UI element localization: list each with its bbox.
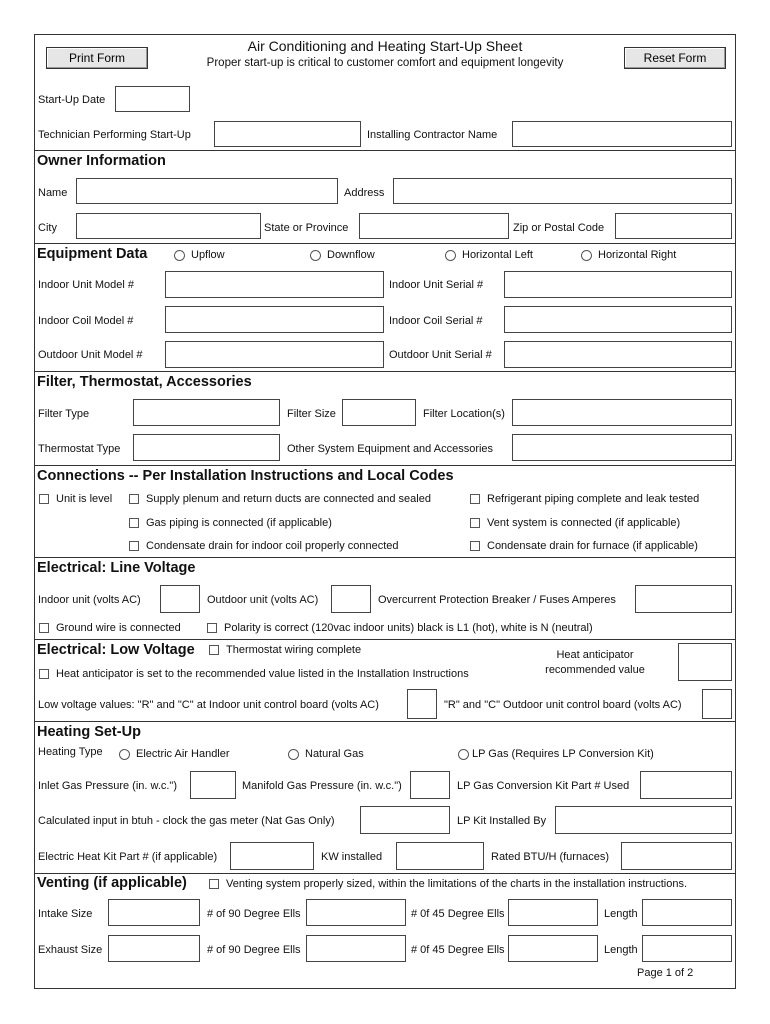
outdoor-serial-field[interactable] [504,341,732,368]
thermostat-type-field[interactable] [133,434,280,461]
thermostat-wiring-checkbox[interactable] [209,645,219,655]
filter-section-title: Filter, Thermostat, Accessories [37,374,252,390]
equipment-section-title: Equipment Data [37,246,148,262]
vent-checkbox[interactable] [470,518,480,528]
filter-size-field[interactable] [342,399,416,426]
low-voltage-section-title: Electrical: Low Voltage [37,642,195,658]
zip-field[interactable] [615,213,732,239]
downflow-radio[interactable] [310,250,321,261]
exhaust-length-field[interactable] [642,935,732,962]
coil-serial-label: Indoor Coil Serial # [389,315,483,327]
supply-checkbox[interactable] [129,494,139,504]
coil-model-field[interactable] [165,306,384,333]
horizontal-left-radio[interactable] [445,250,456,261]
form-subtitle: Proper start-up is critical to customer comfort and equipment longevity [206,57,564,69]
kw-installed-field[interactable] [396,842,484,870]
filter-type-field[interactable] [133,399,280,426]
startup-date-field[interactable] [115,86,190,112]
intake-90-ells-label: # of 90 Degree Ells [207,908,301,920]
unit-level-checkbox[interactable] [39,494,49,504]
manifold-pressure-field[interactable] [410,771,450,799]
outdoor-volts-label: Outdoor unit (volts AC) [207,594,319,606]
condensate-furnace-checkbox[interactable] [470,541,480,551]
thermostat-wiring-label: Thermostat wiring complete [226,644,362,656]
indoor-board-label: Low voltage values: "R" and "C" at Indoor unit control board (volts AC) [38,699,379,711]
filter-size-label: Filter Size [287,408,336,420]
address-label: Address [344,187,385,199]
outdoor-volts-field[interactable] [331,585,371,613]
exhaust-size-field[interactable] [108,935,200,962]
lp-installed-by-field[interactable] [555,806,732,834]
exhaust-size-label: Exhaust Size [38,944,103,956]
polarity-label: Polarity is correct (120vac indoor units) black is L1 (hot), white is N (neutral) [224,622,593,634]
calculated-input-label: Calculated input in btuh - clock the gas meter (Nat Gas Only) [38,815,335,827]
divider [35,557,735,558]
ground-wire-checkbox[interactable] [39,623,49,633]
intake-45-ells-label: # 0f 45 Degree Ells [411,908,505,920]
form-title: Air Conditioning and Heating Start-Up Sheet [247,38,523,54]
downflow-label: Downflow [327,249,375,261]
horizontal-left-label: Horizontal Left [462,249,533,261]
electric-kit-label: Electric Heat Kit Part # (if applicable) [38,851,218,863]
horizontal-right-radio[interactable] [581,250,592,261]
manifold-pressure-label: Manifold Gas Pressure (in. w.c.") [242,780,402,792]
divider [35,721,735,722]
indoor-model-label: Indoor Unit Model # [38,279,134,291]
gas-piping-label: Gas piping is connected (if applicable) [146,517,332,529]
other-equipment-label: Other System Equipment and Accessories [287,443,494,455]
coil-serial-field[interactable] [504,306,732,333]
page-number: Page 1 of 2 [637,967,694,979]
owner-section-title: Owner Information [37,153,166,169]
anticipator-label: Heat anticipator is set to the recommended value listed in the Installation Instructions [56,668,469,680]
divider [35,150,735,151]
city-label: City [38,222,57,234]
inlet-pressure-field[interactable] [190,771,236,799]
state-label: State or Province [264,222,349,234]
startup-date-label: Start-Up Date [38,94,106,106]
intake-size-field[interactable] [108,899,200,926]
indoor-serial-field[interactable] [504,271,732,298]
outdoor-serial-label: Outdoor Unit Serial # [389,349,492,361]
name-label: Name [38,187,68,199]
contractor-label: Installing Contractor Name [367,129,498,141]
coil-model-label: Indoor Coil Model # [38,315,134,327]
outdoor-model-label: Outdoor Unit Model # [38,349,143,361]
refrigerant-checkbox[interactable] [470,494,480,504]
anticipator-checkbox[interactable] [39,669,49,679]
upflow-label: Upflow [191,249,225,261]
technician-label: Technician Performing Start-Up [38,129,191,141]
condensate-furnace-label: Condensate drain for furnace (if applicable) [487,540,698,552]
vent-label: Vent system is connected (if applicable) [487,517,681,529]
intake-size-label: Intake Size [38,908,93,920]
intake-90-ells-field[interactable] [306,899,406,926]
condensate-coil-checkbox[interactable] [129,541,139,551]
divider [35,873,735,874]
rated-btuh-label: Rated BTU/H (furnaces) [491,851,609,863]
indoor-volts-label: Indoor unit (volts AC) [38,594,141,606]
upflow-radio[interactable] [174,250,185,261]
thermostat-type-label: Thermostat Type [38,443,121,455]
electric-air-handler-radio[interactable] [119,749,130,760]
technician-field[interactable] [214,121,361,147]
rated-btuh-field[interactable] [621,842,732,870]
indoor-serial-label: Indoor Unit Serial # [389,279,484,291]
name-field[interactable] [76,178,338,204]
lp-gas-radio[interactable] [458,749,469,760]
reset-form-button[interactable]: Reset Form [624,47,726,69]
natural-gas-label: Natural Gas [305,748,364,760]
exhaust-45-ells-field[interactable] [508,935,598,962]
divider [35,465,735,466]
calculated-input-field[interactable] [360,806,450,834]
horizontal-right-label: Horizontal Right [598,249,677,261]
form-frame [34,34,736,989]
electric-air-handler-label: Electric Air Handler [136,748,230,760]
zip-label: Zip or Postal Code [513,222,605,234]
venting-section-title: Venting (if applicable) [37,875,187,891]
divider [35,639,735,640]
contractor-field[interactable] [512,121,732,147]
heating-type-label: Heating Type [38,746,103,758]
city-field[interactable] [76,213,261,239]
state-field[interactable] [359,213,509,239]
kw-installed-label: KW installed [321,851,383,863]
exhaust-45-ells-label: # 0f 45 Degree Ells [411,944,505,956]
address-field[interactable] [393,178,732,204]
filter-type-label: Filter Type [38,408,90,420]
condensate-coil-label: Condensate drain for indoor coil properly connected [146,540,399,552]
polarity-checkbox[interactable] [207,623,217,633]
outdoor-model-field[interactable] [165,341,384,368]
heating-section-title: Heating Set-Up [37,724,141,740]
venting-sized-label: Venting system properly sized, within the limitations of the charts in the installation instructions. [226,878,688,890]
filter-location-field[interactable] [512,399,732,426]
exhaust-90-ells-label: # of 90 Degree Ells [207,944,301,956]
exhaust-90-ells-field[interactable] [306,935,406,962]
overcurrent-field[interactable] [635,585,732,613]
gas-piping-checkbox[interactable] [129,518,139,528]
lp-kit-part-label: LP Gas Conversion Kit Part # Used [457,780,630,792]
anticipator-value-label-2: recommended value [545,664,645,676]
exhaust-length-label: Length [604,944,638,956]
lp-gas-label: LP Gas (Requires LP Conversion Kit) [472,748,654,760]
electric-kit-field[interactable] [230,842,314,870]
anticipator-value-field[interactable] [678,643,732,681]
intake-length-field[interactable] [642,899,732,926]
indoor-board-field[interactable] [407,689,437,719]
venting-sized-checkbox[interactable] [209,879,219,889]
overcurrent-label: Overcurrent Protection Breaker / Fuses Amperes [378,594,616,606]
print-form-button[interactable]: Print Form [46,47,148,69]
line-voltage-section-title: Electrical: Line Voltage [37,560,196,576]
lp-installed-by-label: LP Kit Installed By [457,815,547,827]
natural-gas-radio[interactable] [288,749,299,760]
connections-section-title: Connections -- Per Installation Instructions and Local Codes [37,468,454,484]
indoor-volts-field[interactable] [160,585,200,613]
intake-45-ells-field[interactable] [508,899,598,926]
filter-location-label: Filter Location(s) [423,408,505,420]
outdoor-board-label: "R" and "C" Outdoor unit control board (volts AC) [444,699,682,711]
inlet-pressure-label: Inlet Gas Pressure (in. w.c.") [38,780,178,792]
divider [35,243,735,244]
intake-length-label: Length [604,908,638,920]
indoor-model-field[interactable] [165,271,384,298]
supply-label: Supply plenum and return ducts are connected and sealed [146,493,431,505]
anticipator-value-label-1: Heat anticipator [556,649,634,661]
ground-wire-label: Ground wire is connected [56,622,181,634]
outdoor-board-field[interactable] [702,689,732,719]
lp-kit-part-field[interactable] [640,771,732,799]
divider [35,371,735,372]
other-equipment-field[interactable] [512,434,732,461]
unit-level-label: Unit is level [56,493,113,505]
refrigerant-label: Refrigerant piping complete and leak tested [487,493,700,505]
